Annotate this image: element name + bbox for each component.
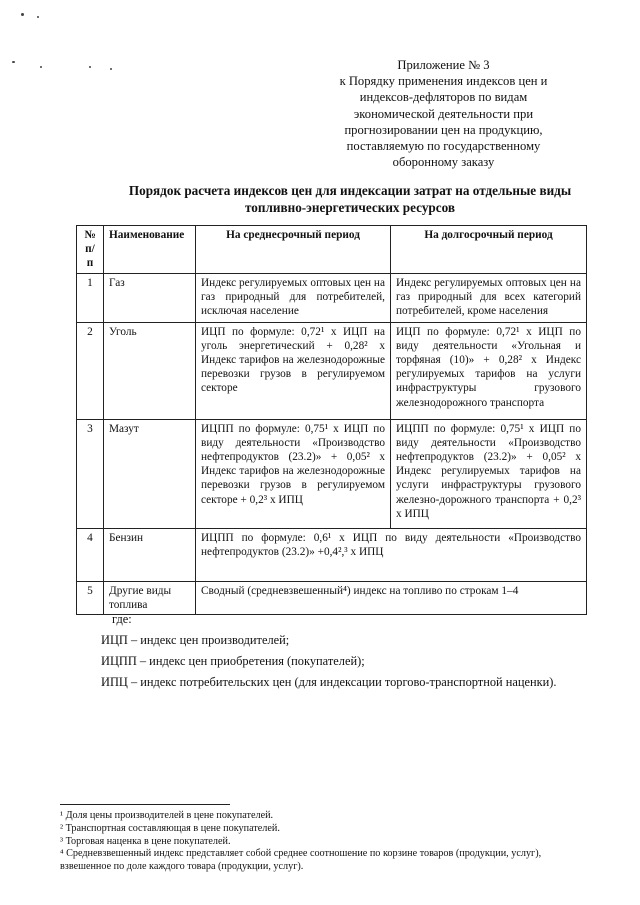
where-label: где: — [112, 612, 132, 626]
appendix-line: оборонному заказу — [392, 155, 495, 170]
row-long-term: Индекс регулируемых оптовых цен на газ природный для всех категорий потребителей, кроме населения — [391, 273, 587, 322]
row-name: Газ — [104, 273, 196, 322]
row-merged-formula: Сводный (средневзвешенный⁴) индекс на топливо по строкам 1–4 — [196, 581, 587, 614]
footnote-item: ¹ Доля цены производителей в цене покупателей. — [60, 810, 274, 821]
scan-speck — [110, 68, 112, 70]
row-num: 3 — [77, 419, 104, 528]
footnote-item: ⁴ Средневзвешенный индекс представляет собой среднее соотношение по корзине товаров (продукции, услуг), взвешенное по доле каждого товара (продукции, услуг). — [60, 848, 542, 873]
row-mid-term: Индекс регулируемых оптовых цен на газ природный для потребителей, исключая население — [196, 273, 391, 322]
row-num: 1 — [77, 273, 104, 322]
row-merged-formula: ИЦПП по формуле: 0,6¹ х ИЦП по виду деятельности «Производство нефтепродуктов (23.2)» +0,4²,³ х ИПЦ — [196, 528, 587, 581]
table-row — [77, 581, 587, 614]
row-num: 4 — [77, 528, 104, 581]
row-mid-term: ИЦП по формуле: 0,72¹ х ИЦП на уголь энергетический + 0,28² х Индекс тарифов на железнодорожные перевозки грузов в регулируемом секторе — [196, 322, 391, 419]
definition-item: ИЦПП – индекс цен приобретения (покупателей); — [101, 654, 365, 668]
row-name: Мазут — [104, 419, 196, 528]
footnote-item: ³ Торговая наценка в цене покупателей. — [60, 835, 231, 847]
row-name: Бензин — [104, 528, 196, 581]
header-mid-term: На среднесрочный период — [196, 226, 391, 274]
indexation-table — [76, 225, 587, 615]
scan-speck — [37, 16, 39, 18]
appendix-line: прогнозировании цен на продукцию, — [344, 122, 543, 137]
scan-speck — [40, 66, 42, 68]
appendix-line: Приложение № 3 — [397, 58, 490, 72]
definition-item: ИПЦ – индекс потребительских цен (для индексации торгово-транспортной наценки). — [101, 675, 557, 689]
table-row — [77, 528, 587, 581]
table-row — [77, 322, 587, 419]
footnote-item: ² Транспортная составляющая в цене покупателей. — [60, 822, 280, 834]
row-num: 5 — [77, 581, 104, 614]
table-row — [77, 419, 587, 528]
title-line: Порядок расчета индексов цен для индексации затрат на отдельные виды — [128, 183, 572, 198]
footnotes — [60, 810, 590, 874]
row-name: Другие виды топлива — [104, 581, 196, 614]
definition-item: ИЦП – индекс цен производителей; — [101, 633, 290, 647]
row-long-term: ИЦПП по формуле: 0,75¹ х ИЦП по виду деятельности «Производство нефтепродуктов (23.2)» + 0,05² х Индекс регулируемых тарифов на услуги инфраструктуры грузового железно-дорожного транспорта + 0,2³ х ИПЦ — [391, 419, 587, 528]
table-header-row — [77, 226, 587, 274]
row-mid-term: ИЦПП по формуле: 0,75¹ х ИЦП по виду деятельности «Производство нефтепродуктов (23.2)» + 0,05² х Индекс тарифов на железнодорожные перевозки грузов в регулируемом секторе + 0,2³ х ИПЦ — [196, 419, 391, 528]
scan-speck — [89, 66, 91, 68]
row-num: 2 — [77, 322, 104, 419]
appendix-line: экономической деятельности при — [353, 106, 534, 121]
row-long-term: ИЦП по формуле: 0,72¹ х ИЦП по виду деятельности «Угольная и торфяная (10)» + 0,28² х Индекс регулируемых тарифов на услуги инфраструктуры грузового железнодорожного транспорта — [391, 322, 587, 419]
appendix-line: поставляемую по государственному — [346, 139, 541, 154]
header-name: Наименование — [104, 226, 196, 274]
header-num: № п/п — [77, 226, 104, 274]
scan-speck — [21, 13, 24, 16]
appendix-line: к Порядку применения индексов цен и — [339, 74, 548, 89]
scan-speck — [12, 61, 15, 63]
table-row — [77, 273, 587, 322]
title-line: топливно-энергетических ресурсов — [244, 200, 455, 215]
footnote-divider — [60, 804, 230, 805]
header-long-term: На долгосрочный период — [391, 226, 587, 274]
appendix-header — [316, 57, 571, 170]
row-name: Уголь — [104, 322, 196, 419]
document-title — [90, 182, 610, 216]
appendix-line: индексов-дефляторов по видам — [359, 90, 528, 105]
